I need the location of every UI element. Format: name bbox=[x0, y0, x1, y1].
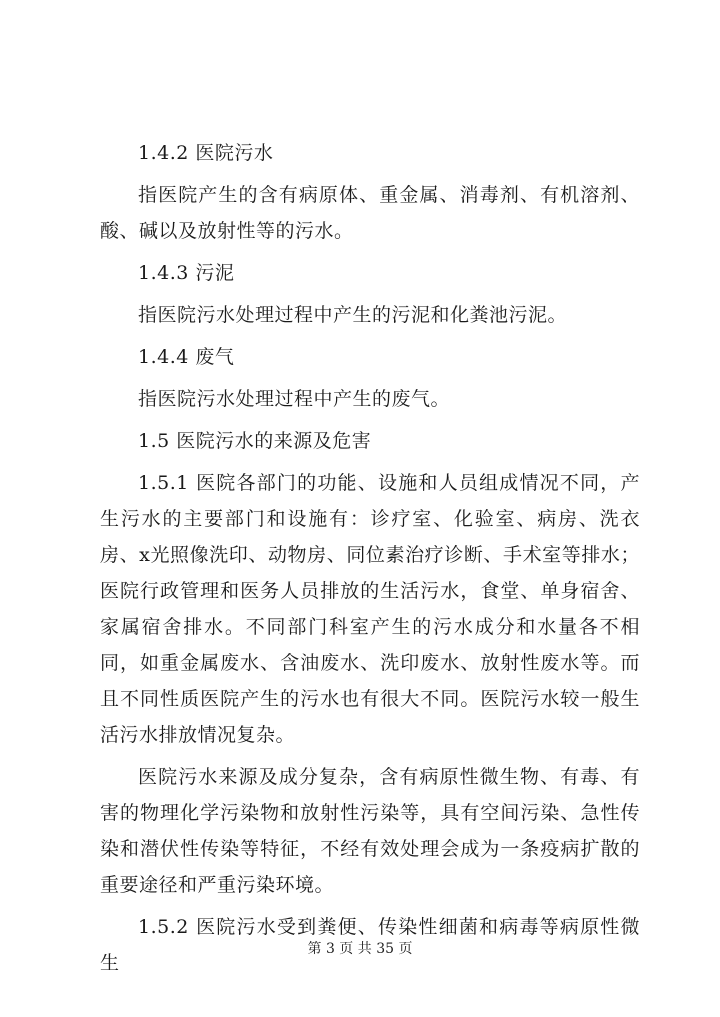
paragraph-hospital-sewage-definition: 指医院产生的含有病原体、重金属、消毒剂、有机溶剂、酸、碱以及放射性等的污水。 bbox=[100, 184, 640, 242]
document-body bbox=[100, 135, 640, 987]
page-number-footer: 第 3 页 共 35 页 bbox=[307, 941, 413, 957]
paragraph-1-5-1-sources: 1.5.1 医院各部门的功能、设施和人员组成情况不同，产生污水的主要部门和设施有：诊疗室、化验室、病房、洗衣房、x光照像洗印、动物房、同位素治疗诊断、手术室等排水；医院行政管理和医务人员排放的生活污水，食堂、单身宿舍、家属宿舍排水。不同部门科室产生的污水成分和水量各不相同，如重金属废水、含油废水、洗印废水、放射性废水等。而且不同性质医院产生的污水也有很大不同。医院污水较一般生活污水排放情况复杂。 bbox=[100, 472, 640, 746]
section-heading-1-4-3: 1.4.3 污泥 bbox=[138, 262, 235, 284]
paragraph-1-5-2-start: 1.5.2 医院污水受到粪便、传染性细菌和病毒等病原性微生 bbox=[100, 916, 640, 974]
section-heading-1-5: 1.5 医院污水的来源及危害 bbox=[138, 430, 372, 452]
paragraph-sludge-definition: 指医院污水处理过程中产生的污泥和化粪池污泥。 bbox=[138, 304, 568, 326]
section-heading-1-4-2: 1.4.2 医院污水 bbox=[138, 142, 274, 164]
paragraph-sewage-complexity: 医院污水来源及成分复杂，含有病原性微生物、有毒、有害的物理化学污染物和放射性污染等，具有空间污染、急性传染和潜伏性传染等特征，不经有效处理会成为一条疫病扩散的重要途径和严重污染环境。 bbox=[100, 766, 640, 896]
paragraph-exhaust-gas-definition: 指医院污水处理过程中产生的废气。 bbox=[138, 388, 451, 410]
section-heading-1-4-4: 1.4.4 废气 bbox=[138, 346, 235, 368]
